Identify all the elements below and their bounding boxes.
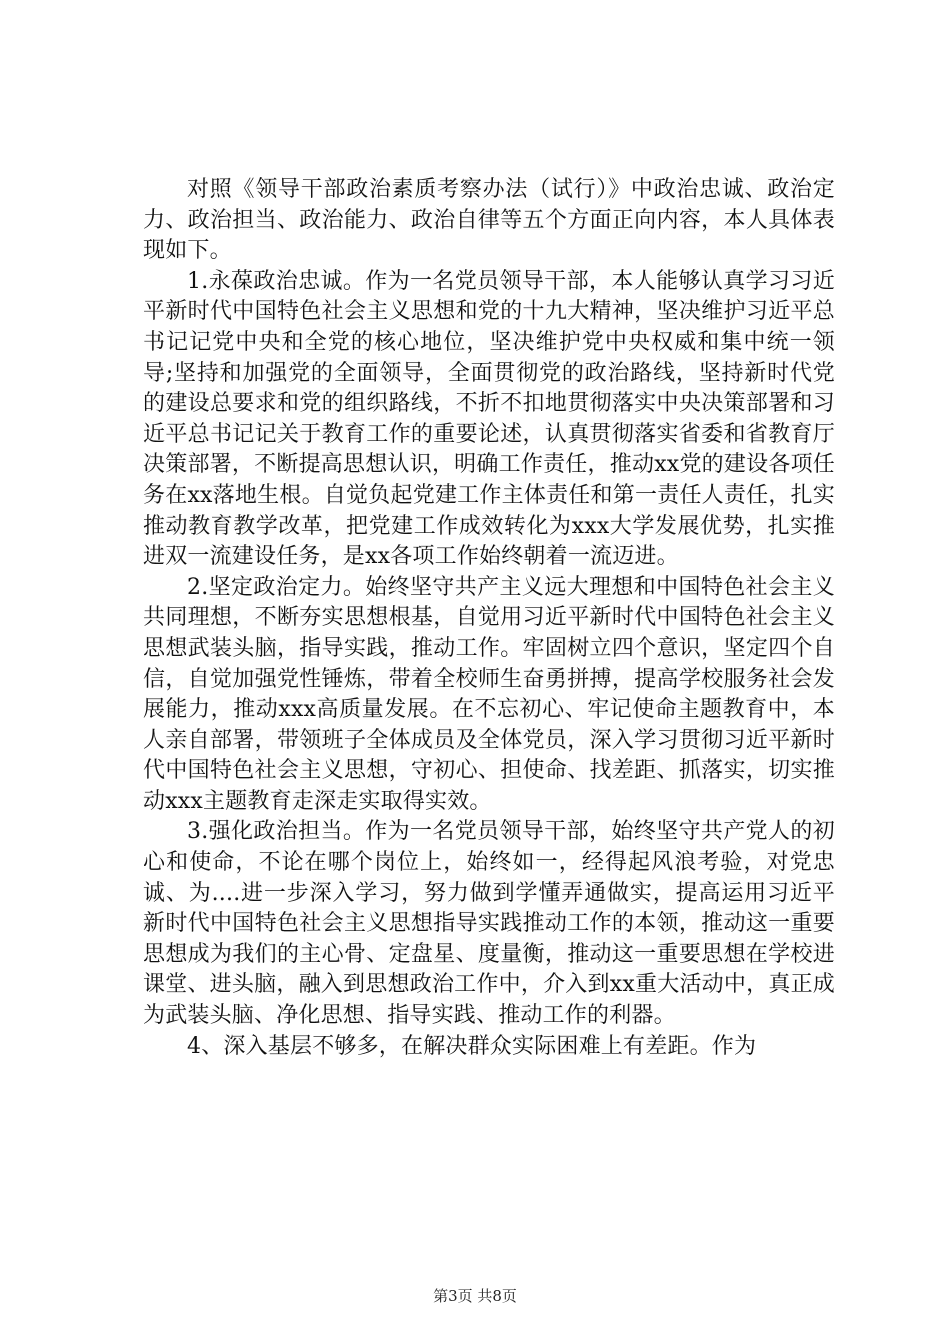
paragraph-grassroots: 4、深入基层不够多，在解决群众实际困难上有差距。作为: [187, 1033, 757, 1059]
paragraph-political-loyalty: 1.永葆政治忠诚。作为一名党员领导干部，本人能够认真学习习近平新时代中国特色社会主义思想和党的十九大精神，坚决维护习近平总书记记党中央和全党的核心地位，坚决维护党中央权威和集中统一领导;坚持和加强党的全面领导，全面贯彻党的政治路线，坚持新时代党的建设总要求和党的组织路线，不折不扣地贯彻落实中央决策部署和习近平总书记记关于教育工作的重要论述，认真贯彻落实省委和省教育厅决策部署，不断提高思想认识，明确工作责任，推动xx党的建设各项任务在xx落地生根。自觉负起党建工作主体责任和第一责任人责任，扎实推动教育教学改革，把党建工作成效转化为xxx大学发展优势，扎实推进双一流建设任务，是xx各项工作始终朝着一流迈进。: [143, 268, 835, 570]
page-number-footer: 第3页 共8页: [433, 1287, 517, 1305]
document-body: [143, 175, 835, 1062]
paragraph-political-responsibility: 3.强化政治担当。作为一名党员领导干部，始终坚守共产党人的初心和使命，不论在哪个岗位上，始终如一，经得起风浪考验，对党忠诚、为....进一步深入学习，努力做到学懂弄通做实，提高运用习近平新时代中国特色社会主义思想指导实践推动工作的本领，推动这一重要思想成为我们的主心骨、定盘星、度量衡，推动这一重要思想在学校进课堂、进头脑，融入到思想政治工作中，介入到xx重大活动中，真正成为武装头脑、净化思想、指导实践、推动工作的利器。: [143, 819, 835, 1029]
paragraph-intro: 对照《领导干部政治素质考察办法（试行）》中政治忠诚、政治定力、政治担当、政治能力、政治自律等五个方面正向内容，本人具体表现如下。: [143, 177, 835, 264]
paragraph-political-resolve: 2.坚定政治定力。始终坚守共产主义远大理想和中国特色社会主义共同理想，不断夯实思想根基，自觉用习近平新时代中国特色社会主义思想武装头脑，指导实践，推动工作。牢固树立四个意识，坚定四个自信，自觉加强党性锤炼，带着全校师生奋勇拼搏，提高学校服务社会发展能力，推动xxx高质量发展。在不忘初心、牢记使命主题教育中，本人亲自部署，带领班子全体成员及全体党员，深入学习贯彻习近平新时代中国特色社会主义思想，守初心、担使命、找差距、抓落实，切实推动xxx主题教育走深走实取得实效。: [143, 574, 835, 814]
